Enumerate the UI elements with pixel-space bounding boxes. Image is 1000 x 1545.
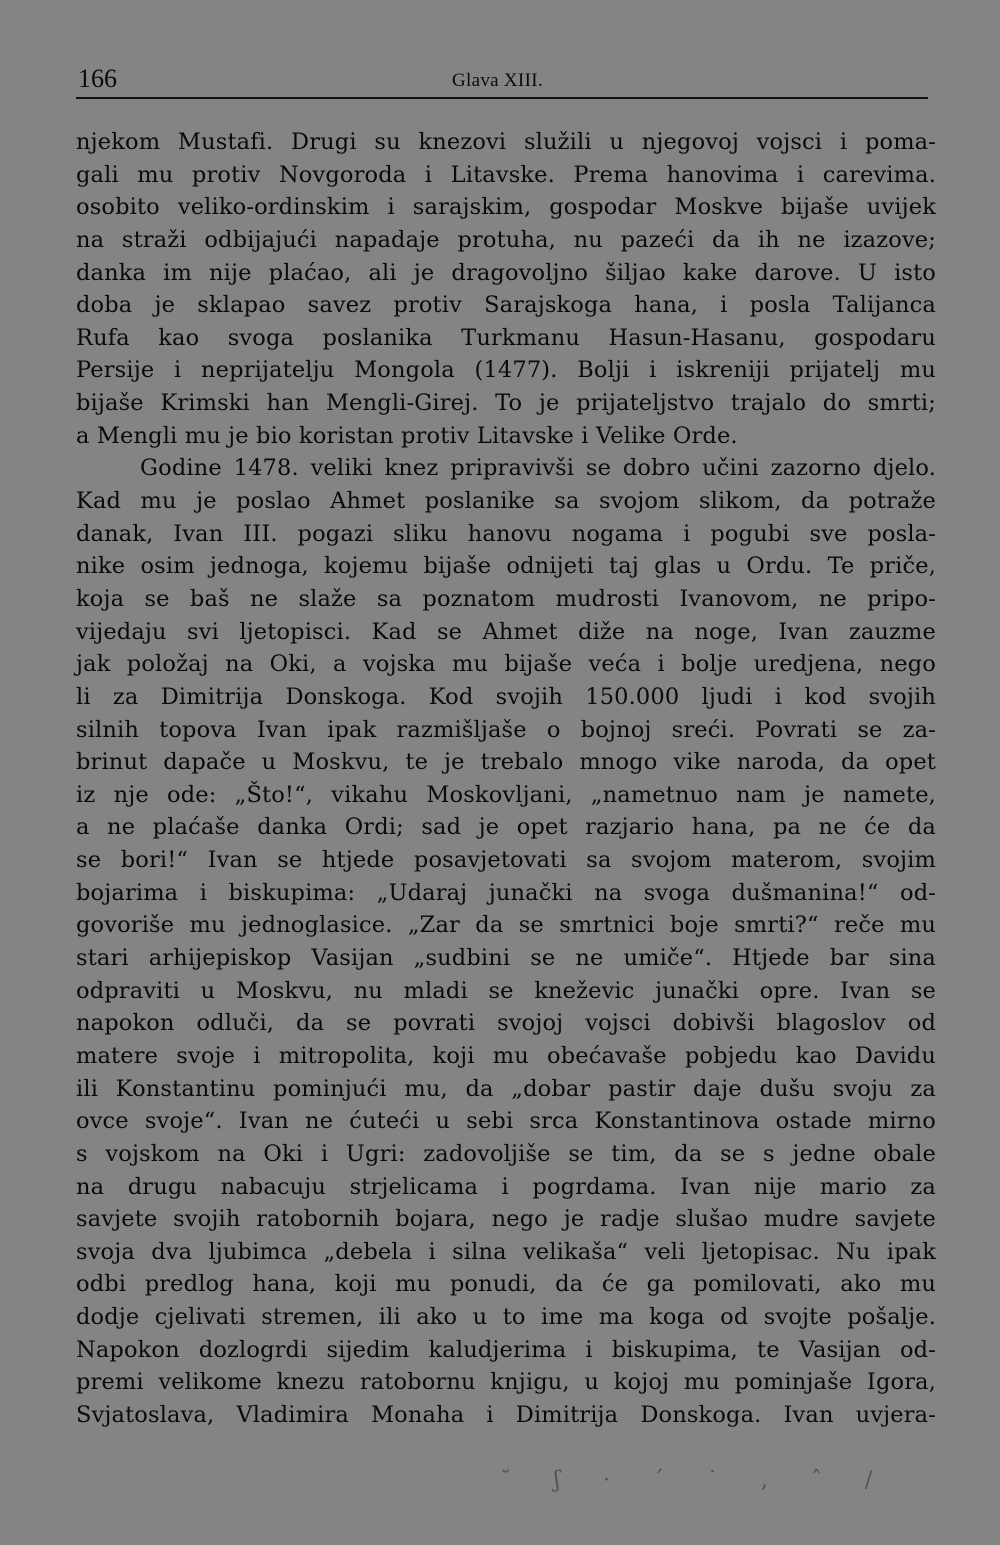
text-line: nike osim jednoga, kojemu bijaše odnijeti taj glas u Ordu. Te priče, <box>76 553 936 580</box>
text-line: gali mu protiv Novgoroda i Litavske. Prema hanovima i carevima. <box>76 161 936 188</box>
text-line: napokon odluči, da se povrati svojoj vojsci dobivši blagoslov od <box>76 1010 936 1037</box>
text-line: a Mengli mu je bio koristan protiv Litavske i Velike Orde. <box>76 422 738 449</box>
bleed-through-marks: ˘ ʃ · ´ ˙ , ˆ / <box>500 1468 891 1493</box>
text-line: odpraviti u Moskvu, nu mladi se kneževic junački opre. Ivan se <box>76 977 936 1004</box>
text-line: Kad mu je poslao Ahmet poslanike sa svojom slikom, da potraže <box>76 488 936 515</box>
text-line: Rufa kao svoga poslanika Turkmanu Hasun-Hasanu, gospodaru <box>76 324 936 351</box>
text-line: osobito veliko-ordinskim i sarajskim, gospodar Moskve bijaše uvijek <box>76 194 936 221</box>
text-line: Napokon dozlogrdi sijedim kaludjerima i biskupima, te Vasijan od- <box>76 1336 936 1363</box>
text-line: savjete svojih ratobornih bojara, nego je radje slušao mudre savjete <box>76 1206 936 1233</box>
text-line: Svjatoslava, Vladimira Monaha i Dimitrija Donskoga. Ivan uvjera- <box>76 1401 936 1428</box>
text-line: li za Dimitrija Donskoga. Kod svojih 150.000 ljudi i kod svojih <box>76 683 936 710</box>
chapter-title: Glava XIII. <box>452 70 543 91</box>
text-line: ovce svoje“. Ivan ne ćuteći u sebi srca Konstantinova ostade mirno <box>76 1108 936 1135</box>
body-text <box>76 126 936 1432</box>
text-line: govoriše mu jednoglasice. „Zar da se smrtnici boje smrti?“ reče mu <box>76 912 936 939</box>
text-line: matere svoje i mitropolita, koji mu obećavaše pobjedu kao Davidu <box>76 1042 936 1069</box>
header-rule <box>76 97 928 99</box>
text-line: njekom Mustafi. Drugi su knezovi služili u njegovoj vojsci i poma- <box>76 129 936 155</box>
text-line: Godine 1478. veliki knez pripravivši se dobro učini zazorno djelo. <box>140 455 936 482</box>
text-line: koja se baš ne slaže sa poznatom mudrosti Ivanovom, ne pripo- <box>76 585 936 612</box>
text-line: ili Konstantinu pominjući mu, da „dobar pastir daje dušu svoju za <box>76 1075 936 1102</box>
text-line: stari arhijepiskop Vasijan „sudbini se ne umiče“. Htjede bar sina <box>76 945 936 972</box>
text-line: danka im nije plaćao, ali je dragovoljno šiljao kake darove. U isto <box>76 259 936 286</box>
text-line: brinut dapače u Moskvu, te je trebalo mnogo vike naroda, da opet <box>76 749 936 776</box>
text-line: odbi predlog hana, koji mu ponudi, da će ga pomilovati, ako mu <box>76 1271 936 1298</box>
text-line: bijaše Krimski han Mengli-Girej. To je prijateljstvo trajalo do smrti; <box>76 390 936 417</box>
text-line: s vojskom na Oki i Ugri: zadovoljiše se tim, da se s jedne obale <box>76 1140 936 1167</box>
text-line: Persije i neprijatelju Mongola (1477). Bolji i iskreniji prijatelj mu <box>76 357 936 384</box>
text-line: bojarima i biskupima: „Udaraj junački na svoga dušmanina!“ od- <box>76 879 936 906</box>
text-line: iz nje ode: „Što!“, vikahu Moskovljani, „nametnuo nam je namete, <box>76 781 936 808</box>
text-line: dodje cjelivati stremen, ili ako u to ime ma koga od svojte pošalje. <box>76 1304 936 1331</box>
text-line: jak položaj na Oki, a vojska mu bijaše veća i bolje uredjena, nego <box>76 651 936 678</box>
page-number: 166 <box>78 64 117 93</box>
text-line: na drugu nabacuju strjelicama i pogrdama. Ivan nije mario za <box>76 1173 936 1200</box>
text-line: se bori!“ Ivan se htjede posavjetovati sa svojom materom, svojim <box>76 847 936 874</box>
text-line: premi velikome knezu ratobornu knjigu, u kojoj mu pominjaše Igora, <box>76 1369 936 1396</box>
text-line: a ne plaćaše danka Ordi; sad je opet razjario hana, pa ne će da <box>76 814 936 841</box>
text-line: doba je sklapao savez protiv Sarajskoga hana, i posla Talijanca <box>76 292 936 319</box>
text-line: vijedaju svi ljetopisci. Kad se Ahmet diže na noge, Ivan zauzme <box>76 618 936 645</box>
page-header <box>76 62 928 96</box>
text-line: silnih topova Ivan ipak razmišljaše o bojnoj sreći. Povrati se za- <box>76 716 936 743</box>
text-line: svoja dva ljubimca „debela i silna velikaša“ veli ljetopisac. Nu ipak <box>76 1238 936 1265</box>
text-line: danak, Ivan III. pogazi sliku hanovu nogama i pogubi sve posla- <box>76 520 936 547</box>
text-line: na straži odbijajući napadaje protuha, nu pazeći da ih ne izazove; <box>76 226 936 253</box>
